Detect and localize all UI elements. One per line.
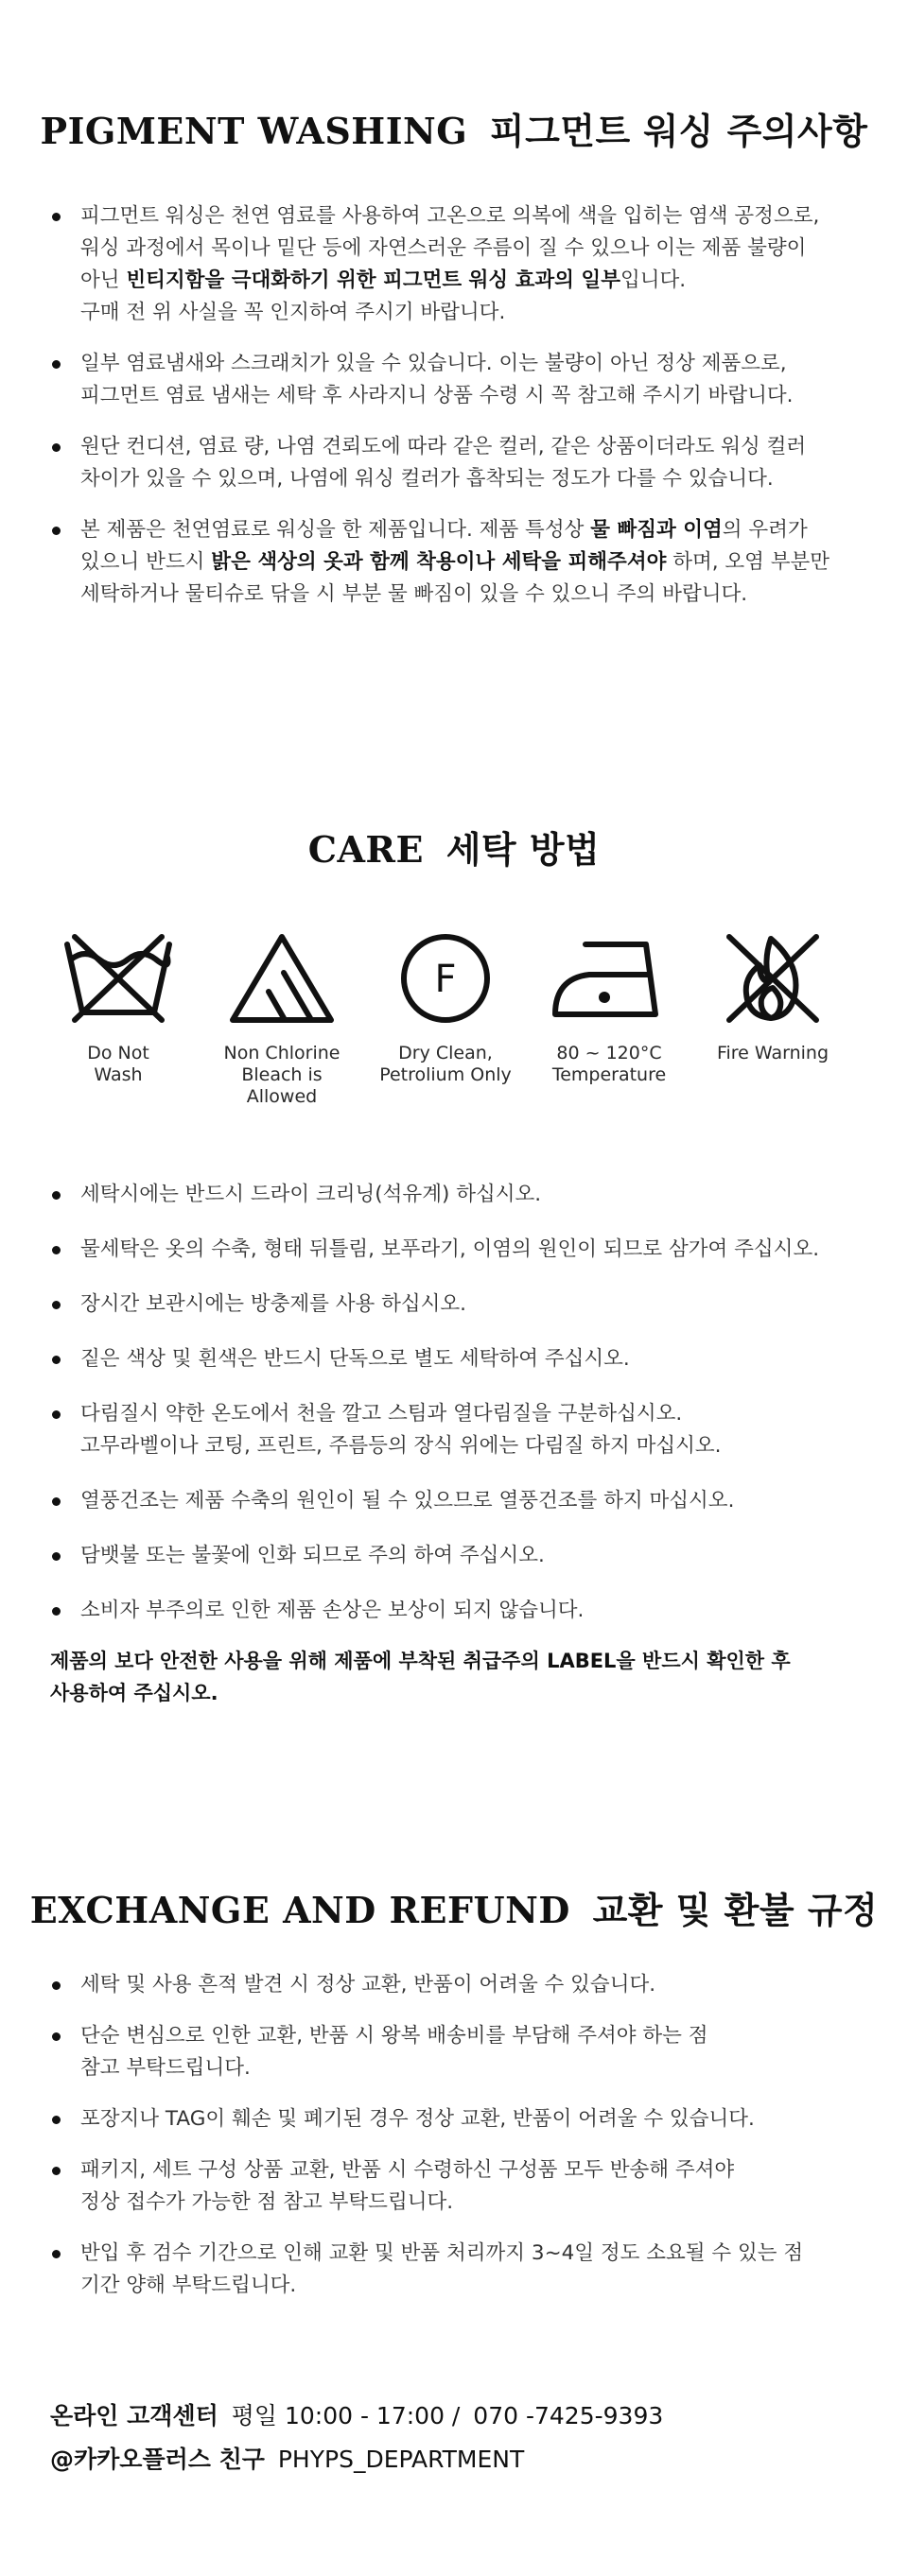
- pigment-washing-section: [0, 102, 908, 154]
- list-item: 반입 후 검수 기간으로 인해 교환 및 반품 처리까지 3~4일 정도 소요될 수 있는 점 기간 양해 부탁드립니다.: [50, 2238, 873, 2302]
- list-item: 열풍건조는 제품 수축의 원인이 될 수 있으므로 열풍건조를 하지 마십시오.: [50, 1485, 873, 1517]
- list-item: 소비자 부주의로 인한 제품 손상은 보상이 되지 않습니다.: [50, 1595, 873, 1627]
- customer-center-label: 온라인 고객센터: [50, 2402, 218, 2429]
- list-item: 다림질시 약한 온도에서 천을 깔고 스팀과 열다림질을 구분하십시오. 고무라벨이나 코팅, 프린트, 주름등의 장식 위에는 다림질 하지 마십시오.: [50, 1398, 873, 1462]
- icon-label: Non Chlorine Bleach is Allowed: [223, 1043, 340, 1107]
- list-item: 패키지, 세트 구성 상품 교환, 반품 시 수령하신 구성품 모두 반송해 주셔야 정상 접수가 가능한 점 참고 부탁드립니다.: [50, 2154, 873, 2219]
- exchange-list: [50, 1969, 873, 2302]
- heading-en: PIGMENT WASHING: [40, 110, 468, 152]
- list-item: 짙은 색상 및 흰색은 반드시 단독으로 별도 세탁하여 주십시오.: [50, 1343, 873, 1375]
- list-item: 일부 염료냄새와 스크래치가 있을 수 있습니다. 이는 불량이 아닌 정상 제품으로, 피그먼트 염료 냄새는 세탁 후 사라지니 상품 수령 시 꼭 참고해 주시기 바랍니다.: [50, 348, 873, 412]
- heading-en: CARE: [307, 828, 424, 871]
- list-item: 포장지나 TAG이 훼손 및 폐기된 경우 정상 교환, 반품이 어려울 수 있습니다.: [50, 2103, 873, 2135]
- kakao-label: @카카오플러스 친구: [50, 2446, 265, 2473]
- list-item: 세탁 및 사용 흔적 발견 시 정상 교환, 반품이 어려울 수 있습니다.: [50, 1969, 873, 2001]
- fire-warning: [692, 931, 853, 1064]
- non-chlorine-bleach: [201, 931, 362, 1108]
- kakao-friend: [50, 2441, 524, 2475]
- list-item: 세탁시에는 반드시 드라이 크리닝(석유계) 하십시오.: [50, 1179, 873, 1211]
- icon-label: 80 ~ 120°C Temperature: [551, 1043, 667, 1085]
- icon-label: Do Not Wash: [87, 1043, 149, 1085]
- do-not-wash-icon: [61, 931, 175, 1026]
- phone-number[interactable]: 070 -7425-9393: [473, 2402, 664, 2429]
- non-chlorine-bleach-icon: [225, 931, 339, 1026]
- business-hours: 평일 10:00 - 17:00 /: [231, 2402, 461, 2429]
- do-not-wash: [38, 931, 199, 1086]
- care-section: [0, 821, 908, 873]
- kakao-id[interactable]: PHYPS_DEPARTMENT: [277, 2446, 525, 2473]
- care-icons-row: [38, 931, 870, 1120]
- list-item: 물세탁은 옷의 수축, 형태 뒤틀림, 보푸라기, 이염의 원인이 되므로 삼가여 주십시오.: [50, 1234, 873, 1266]
- svg-text:F: F: [434, 958, 457, 1001]
- iron: [529, 931, 690, 1086]
- iron-icon: [548, 931, 671, 1026]
- icon-label: Fire Warning: [716, 1043, 829, 1063]
- fire-warning-icon: [716, 931, 829, 1026]
- list-item: 담뱃불 또는 불꽃에 인화 되므로 주의 하여 주십시오.: [50, 1540, 873, 1572]
- customer-center: [50, 2397, 663, 2431]
- exchange-section: [0, 1881, 908, 1933]
- list-item: 장시간 보관시에는 방충제를 사용 하십시오.: [50, 1288, 873, 1321]
- label-notice: 제품의 보다 안전한 사용을 위해 제품에 부착된 취급주의 LABEL을 반드시 확인한 후 사용하여 주십시오.: [50, 1650, 791, 1704]
- list-item: 원단 컨디션, 염료 량, 나염 견뢰도에 따라 같은 컬러, 같은 상품이더라도 워싱 컬러 차이가 있을 수 있으며, 나염에 워싱 컬러가 흡착되는 정도가 다를 수 있습니다.: [50, 431, 873, 495]
- pigment-washing-heading: [0, 102, 908, 154]
- icon-label: Dry Clean, Petrolium Only: [379, 1043, 512, 1085]
- heading-ko: 세탁 방법: [445, 829, 601, 871]
- exchange-heading: [0, 1881, 908, 1933]
- pigment-washing-list: [50, 200, 873, 611]
- list-item: 단순 변심으로 인한 교환, 반품 시 왕복 배송비를 부담해 주셔야 하는 점 참고 부탁드립니다.: [50, 2020, 873, 2084]
- dry-clean-icon: [389, 931, 502, 1026]
- heading-en: EXCHANGE AND REFUND: [29, 1889, 570, 1931]
- list-item: 본 제품은 천연염료로 워싱을 한 제품입니다. 제품 특성상 물 빠짐과 이염의 우려가 있으니 반드시 밝은 색상의 옷과 함께 착용이나 세탁을 피해주셔야 하며, 오염 부분만 세탁하거나 물티슈로 닦을 시 부분 물 빠짐이 있을 수 있으니 주의 바랍니다.: [50, 514, 873, 611]
- care-list: [50, 1179, 873, 1627]
- heading-ko: 피그먼트 워싱 주의사항: [489, 111, 868, 152]
- care-heading: [0, 821, 908, 873]
- list-item: 피그먼트 워싱은 천연 염료를 사용하여 고온으로 의복에 색을 입히는 염색 공정으로, 워싱 과정에서 목이나 밑단 등에 자연스러운 주름이 질 수 있으나 이는 제품 불량이 아닌 빈티지함을 극대화하기 위한 피그먼트 워싱 효과의 일부입니다. 구매 전 위 사실을 꼭 인지하여 주시기 바랍니다.: [50, 200, 873, 329]
- heading-ko: 교환 및 환불 규정: [592, 1890, 879, 1931]
- dry-clean: [365, 931, 526, 1086]
